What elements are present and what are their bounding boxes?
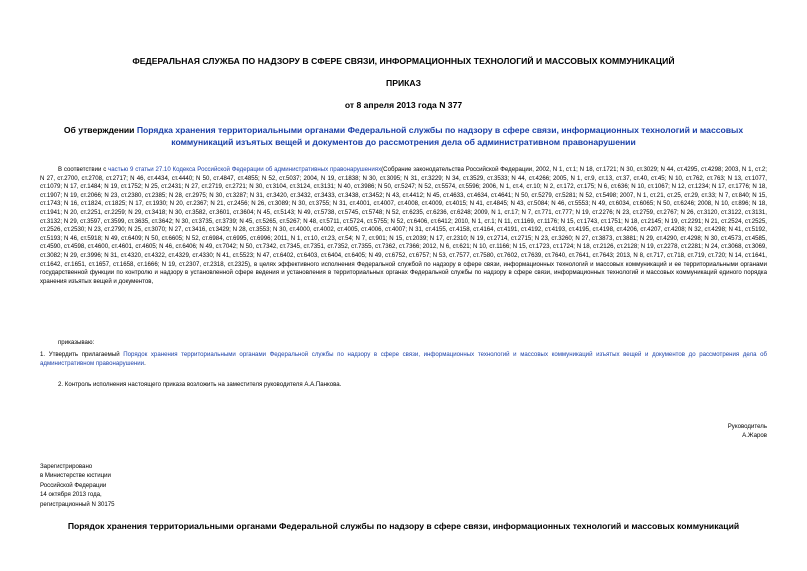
item1-lead: 1. Утвердить прилагаемый (40, 351, 124, 358)
document-date-number: от 8 апреля 2013 года N 377 (344, 100, 463, 110)
title-prefix: Об утверждении (63, 125, 137, 135)
preamble-paragraph (40, 166, 767, 286)
registration-line: Зарегистрировано (40, 463, 93, 470)
registration-line: регистрационный N 30175 (40, 500, 115, 508)
order-title (40, 124, 767, 148)
signer-position: Руководитель (727, 423, 767, 430)
title-procedure-link[interactable]: Порядка хранения территориальными органами Федеральной службы по надзору в сфере связи, информационных технологий и массовых коммуникаций изъятых вещей и документов до рассмотрения дела об административном правонарушении (136, 125, 744, 147)
document-type: ПРИКАЗ (386, 78, 421, 88)
ordered-label: приказываю: (58, 339, 95, 346)
item1-tail: . (144, 359, 146, 367)
procedure-heading: Порядок хранения территориальными органами Федеральной службы по надзору в сфере связи, информационных технологий и массовых коммуникаций (67, 521, 740, 531)
signer-block (600, 422, 767, 440)
registration-block (40, 462, 240, 509)
order-item-1 (40, 351, 767, 368)
order-item-2: 2. Контроль исполнения настоящего приказа возложить на заместителя руководителя А.А.Панкова. (58, 381, 342, 388)
koap-article-link[interactable]: частью 9 статьи 27.10 Кодекса Российской Федерации об административных правонарушениях (108, 166, 382, 173)
preamble-lead: В соответствии с (58, 166, 109, 173)
procedure-link[interactable]: Порядок хранения территориальными органами Федеральной службы по надзору в сфере связи, информационных технологий и массовых коммуникаций изъятых вещей и документов до рассмотрения дела об административном правонарушении (40, 351, 768, 367)
agency-heading: ФЕДЕРАЛЬНАЯ СЛУЖБА ПО НАДЗОРУ В СФЕРЕ СВЯЗИ, ИНФОРМАЦИОННЫХ ТЕХНОЛОГИЙ И МАССОВЫХ КОММУНИКАЦИЙ (132, 56, 675, 66)
registration-line: 14 октября 2013 года, (40, 491, 102, 499)
signer-name: А.Жаров (742, 432, 767, 439)
preamble-citations: (Собрание законодательства Российской Федерации, 2002, N 1, ст.1; N 18, ст.1721; N 30, ст.3029; N 44, ст.4295, ст.4298; 2003, N 1, ст.2; N 27, ст.2700, ст.2708, ст.2717; N 46, ст.4434, ст.4440; N 50, ст.4847, ст.4855; N 52, ст.5037; 2004, N 19, ст.1838; N 30, ст.3095; N 31, ст.3229; N 34, ст.3529, ст.3533; N 44, ст.4266; 2005, N 1, ст.9, ст.13, ст.37, ст.40, ст.45; N 10, ст.762, ст.763; N 13, ст.1077, ст.1079; N 17, ст.1484; N 19, ст.1752; N 25, ст.2431; N 27, ст.2719, ст.2721; N 30, ст.3104, ст.3124, ст.3131; N 40, ст.3986; N 50, ст.5247; N 52, ст.5574, ст.5596; 2006, N 1, ст.4, ст.10; N 2, ст.172, ст.175; N 6, ст.636; N 10, ст.1067; N 12, ст.1234; N 17, ст.1776; N 18, ст.1907; N 19, ст.2066; N 23, ст.2380, ст.2385; N 28, ст.2975; N 30, ст.3287; N 31, ст.3420, ст.3432, ст.3433, ст.3438, ст.3452; N 43, ст.4412; N 45, ст.4633, ст.4634, ст.4641; N 50, ст.5279, ст.5281; N 52, ст.5498; 2007, N 1, ст.21, ст.25, ст.29, ст.33; N 7, ст.840; N 15, ст.1743; N 16, ст.1824, ст.1825; N 17, ст.1930; N 20, ст.2367; N 21, ст.2456; N 26, ст.3089; N 30, ст.3755; N 31, ст.4001, ст.4007, ст.4008, ст.4009, ст.4015; N 41, ст.4845; N 43, ст.5084; N 46, ст.5553; N 49, ст.6034, ст.6065; N 50, ст.6246; 2008, N 10, ст.896; N 18, ст.1941; N 20, ст.2251, ст.2259; N 29, ст.3418; N 30, ст.3582, ст.3601, ст.3604; N 45, ст.5143; N 49, ст.5738, ст.5745, ст.5748; N 52, ст.6235, ст.6236, ст.6248; 2009, N 1, ст.17; N 7, ст.771, ст.777; N 19, ст.2276; N 23, ст.2759, ст.2767; N 26, ст.3120, ст.3122, ст.3131, ст.3132; N 29, ст.3597, ст.3599, ст.3635, ст.3642; N 30, ст.3735, ст.3739; N 45, ст.5265, ст.5267; N 48, ст.5711, ст.5724, ст.5755; N 52, ст.6406, ст.6412; 2010, N 1, ст.1; N 11, ст.1169, ст.1176; N 15, ст.1743, ст.1751; N 18, ст.2145; N 19, ст.2291; N 21, ст.2524, ст.2525, ст.2526, ст.2530; N 23, ст.2790; N 25, ст.3070; N 27, ст.3416, ст.3429; N 28, ст.3553; N 30, ст.4000, ст.4002, ст.4005, ст.4006, ст.4007; N 31, ст.4155, ст.4158, ст.4164, ст.4191, ст.4192, ст.4193, ст.4195, ст.4198, ст.4206, ст.4207, ст.4208; N 32, ст.4298; N 41, ст.5192, ст.5193; N 46, ст.5918; N 49, ст.6409; N 50, ст.6605; N 52, ст.6984, ст.6995, ст.6996; 2011, N 1, ст.10, ст.23, ст.54; N 7, ст.901; N 15, ст.2039; N 17, ст.2310; N 19, ст.2714, ст.2715; N 23, ст.3260; N 27, ст.3873, ст.3881; N 29, ст.4290, ст.4298; N 30, ст.4573, ст.4585, ст.4590, ст.4598, ст.4600, ст.4601, ст.4605; N 46, ст.6406; N 49, ст.7042; N 50, ст.7342, ст.7345, ст.7351, ст.7352, ст.7355, ст.7362, ст.7366; 2012, N 6, ст.621; N 10, ст.1166; N 15, ст.1723, ст.1724; N 18, ст.2126, ст.2128; N 19, ст.2278, ст.2281; N 24, ст.3068, ст.3069, ст.3082; N 29, ст.3996; N 31, ст.4320, ст.4322, ст.4329, ст.4330; N 41, ст.5523; N 47, ст.6402, ст.6403, ст.6404, ст.6405; N 49, ст.6752, ст.6757; N 53, ст.7577, ст.7580, ст.7602, ст.7639, ст.7640, ст.7641, ст.7643; 2013, N 8, ст.717, ст.718, ст.719, ст.720; N 14, ст.1641, ст.1642, ст.1651, ст.1657, ст.1658, ст.1666; N 19, ст.2307, ст.2318, ст.2325), в целях эффективного исполнения Федеральной службой по надзору в сфере связи, информационных технологий и массовых коммуникаций и ее территориальными органами государственной функции по контролю и надзору в установленной сфере ведения и установления в территориальных органах Федеральной службы по надзору в сфере связи, информационных технологий и массовых коммуникаций единого порядка хранения изъятых вещей и документов, (40, 166, 767, 285)
registration-line: Российской Федерации (40, 481, 107, 489)
registration-line: в Министерстве юстиции (40, 472, 111, 480)
